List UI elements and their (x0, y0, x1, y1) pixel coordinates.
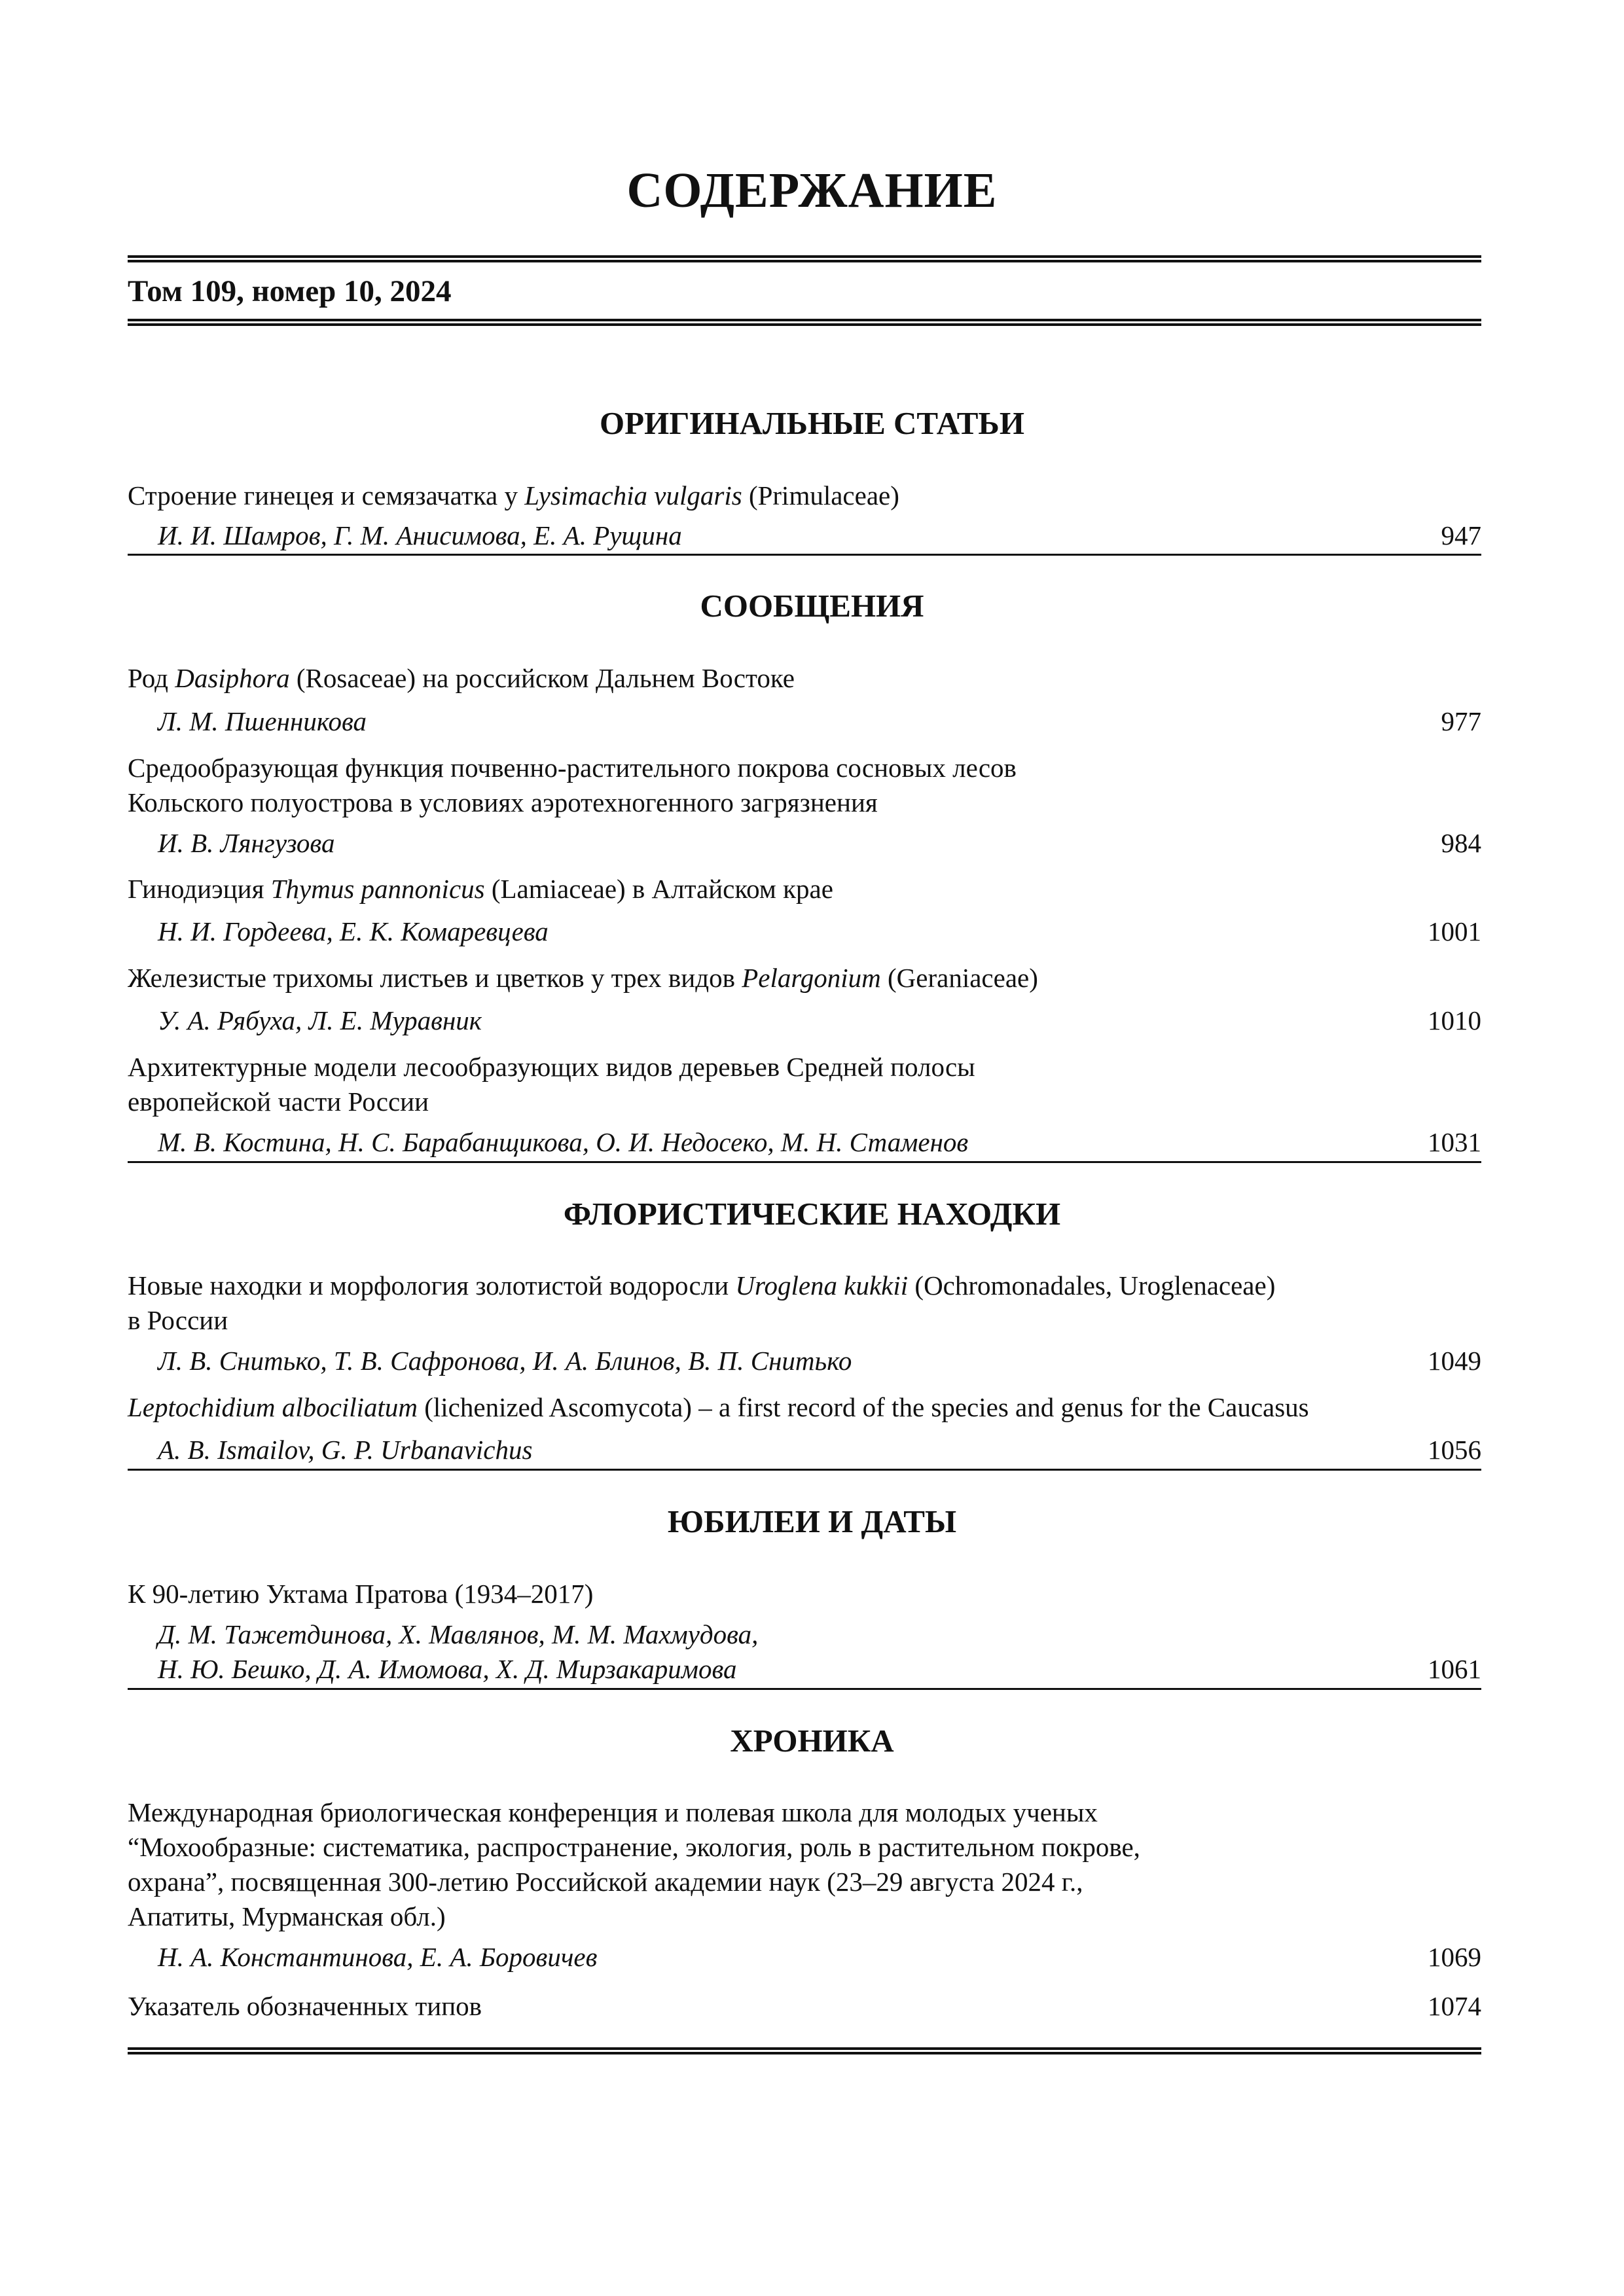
entry-authors: Д. М. Тажетдинова, Х. Мавлянов, М. М. Махмудова, (158, 1619, 759, 1649)
section-heading-chronicle: ХРОНИКА (730, 1723, 894, 1759)
entry-title-text: Род (128, 663, 175, 693)
section-heading-communications: СООБЩЕНИЯ (700, 588, 924, 624)
entry-page-number: 1010 (1428, 1005, 1481, 1035)
entry-page-number: 984 (1441, 828, 1481, 858)
section-heading-anniversaries: ЮБИЛЕИ И ДАТЫ (667, 1503, 957, 1539)
section-divider (128, 1469, 1481, 1471)
header-top-rule (128, 255, 1481, 262)
entry-title[interactable] (128, 482, 899, 509)
entry-authors: Л. М. Пшенникова (158, 706, 367, 736)
entry-title[interactable] (128, 876, 833, 903)
section-heading-original-articles: ОРИГИНАЛЬНЫЕ СТАТЬИ (600, 405, 1024, 441)
entry-title-continuation: Кольского полуострова в условиях аэротехногенного загрязнения (128, 787, 878, 817)
section-divider (128, 1161, 1481, 1163)
entry-authors: У. А. Рябуха, Л. Е. Муравник (158, 1005, 482, 1035)
entry-title-taxon: Dasiphora (175, 663, 290, 693)
entry-page-number: 1049 (1428, 1346, 1481, 1376)
entry-title-text: Гинодиэция (128, 874, 271, 904)
entry-title-text: Строение гинецея и семязачатка у (128, 480, 525, 511)
entry-page-number: 1061 (1428, 1654, 1481, 1684)
entry-title-taxon: Uroglena kukkii (735, 1270, 909, 1300)
entry-title[interactable] (128, 965, 1038, 992)
entry-title[interactable]: Архитектурные модели лесообразующих видов деревьев Средней полосы (128, 1052, 975, 1082)
entry-title[interactable]: К 90-летию Уктама Пратова (1934–2017) (128, 1579, 594, 1609)
entry-title-text: (Lamiaceae) в Алтайском крае (484, 874, 833, 904)
section-divider (128, 1688, 1481, 1690)
entry-authors: Л. В. Снитько, Т. В. Сафронова, И. А. Блинов, В. П. Снитько (158, 1346, 852, 1376)
entry-page-number: 1031 (1428, 1127, 1481, 1157)
footer-rule (128, 2047, 1481, 2054)
entry-authors: М. В. Костина, Н. С. Барабанщикова, О. И. Недосеко, М. Н. Стаменов (158, 1127, 969, 1157)
entry-page-number: 947 (1441, 520, 1481, 550)
entry-authors: Н. А. Константинова, Е. А. Боровичев (158, 1942, 598, 1972)
entry-authors: И. В. Лянгузова (158, 828, 335, 858)
entry-page-number: 1056 (1428, 1435, 1481, 1465)
entry-page-number: 977 (1441, 706, 1481, 736)
entry-authors: И. И. Шамров, Г. М. Анисимова, Е. А. Рущина (158, 520, 682, 550)
entry-title-taxon: Lysimachia vulgaris (524, 480, 742, 511)
header-bottom-rule (128, 319, 1481, 326)
entry-title-text: (Rosaceae) на российском Дальнем Востоке (289, 663, 795, 693)
page-title: СОДЕРЖАНИЕ (626, 163, 998, 218)
entry-page-number: 1074 (1428, 1991, 1481, 2021)
entry-authors: A. B. Ismailov, G. P. Urbanavichus (158, 1435, 533, 1465)
entry-title-continuation: Апатиты, Мурманская обл.) (128, 1901, 446, 1931)
entry-title[interactable]: Указатель обозначенных типов (128, 1991, 482, 2021)
entry-title[interactable] (128, 665, 795, 692)
entry-title[interactable] (128, 1272, 1275, 1299)
section-heading-floristic-findings: ФЛОРИСТИЧЕСКИЕ НАХОДКИ (563, 1196, 1061, 1232)
entry-title-text: (Ochromonadales, Uroglenaceae) (908, 1270, 1276, 1300)
entry-page-number: 1001 (1428, 916, 1481, 946)
entry-authors-continuation: Н. Ю. Бешко, Д. А. Имомова, Х. Д. Мирзакаримова (158, 1654, 737, 1684)
entry-title[interactable] (128, 1394, 1309, 1421)
entry-title-continuation: охрана”, посвященная 300-летию Российской академии наук (23–29 августа 2024 г., (128, 1867, 1083, 1897)
entry-page-number: 1069 (1428, 1942, 1481, 1972)
entry-title-taxon: Leptochidium albociliatum (128, 1392, 418, 1422)
entry-authors: Н. И. Гордеева, Е. К. Комаревцева (158, 916, 549, 946)
entry-title[interactable]: Средообразующая функция почвенно-растительного покрова сосновых лесов (128, 753, 1017, 783)
entry-title-text: Железистые трихомы листьев и цветков у трех видов (128, 963, 742, 993)
entry-title-text: Новые находки и морфология золотистой водоросли (128, 1270, 736, 1300)
volume-info: Том 109, номер 10, 2024 (128, 274, 452, 308)
section-divider (128, 554, 1481, 556)
entry-title-taxon: Thymus pannonicus (270, 874, 485, 904)
entry-title-text: (lichenized Ascomycota) – a first record of the species and genus for the Caucasus (418, 1392, 1309, 1422)
entry-title-text: (Primulaceae) (742, 480, 899, 511)
entry-title-continuation: “Мохообразные: систематика, распространение, экология, роль в растительном покрове, (128, 1832, 1140, 1862)
entry-title-text: (Geraniaceae) (880, 963, 1038, 993)
entry-title-taxon: Pelargonium (742, 963, 881, 993)
entry-title-continuation: европейской части России (128, 1086, 429, 1117)
entry-title-continuation: в России (128, 1305, 228, 1335)
entry-title[interactable]: Международная бриологическая конференция и полевая школа для молодых ученых (128, 1797, 1098, 1827)
